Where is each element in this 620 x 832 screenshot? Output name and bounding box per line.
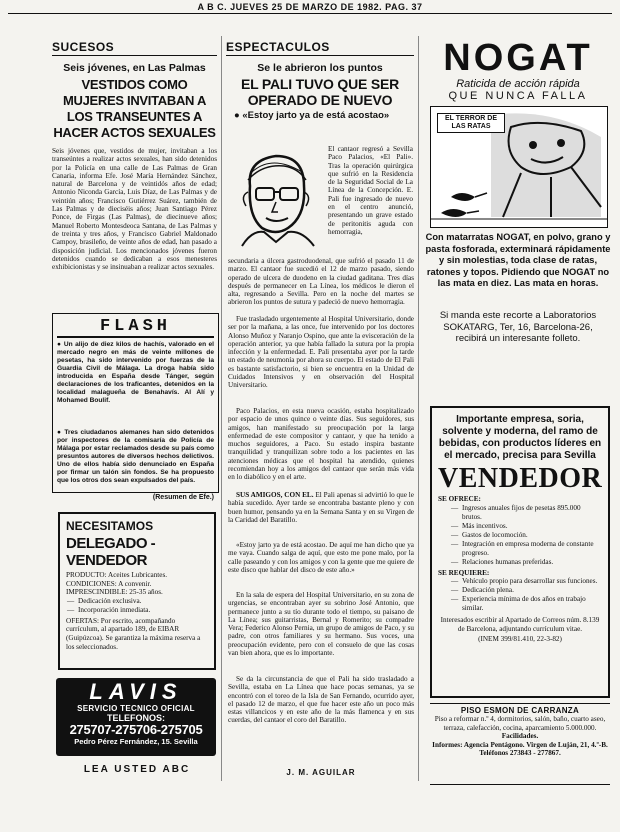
- paragraph-text: El Pali apenas si advirtió lo que le había sucedido. Ayer tarde se encontraba bastante pleno y con buen humor, pensando ya en la Semana Santa y en su Virgen de la Caridad del Baratillo.: [228, 491, 414, 524]
- pull-quote-text: «Estoy jarto ya de está acostao»: [242, 110, 390, 121]
- section-title-sucesos: SUCESOS: [52, 40, 217, 56]
- nogat-offer: Si manda este recorte a Laboratorios SOKATARG, Ter, 16, Barcelona-26, recibirá un interesante folleto.: [439, 310, 597, 344]
- lavis-phone-numbers: 275707-275706-275705: [69, 722, 203, 737]
- piso-body: Piso a reformar n.º 4, dormitorios, salón, baño, cuarto aseo, terraza, calefacción, cocina, aparcamiento 5.000.000.: [434, 715, 606, 732]
- paragraph: secundaria a úlcera gastroduodenal, que sufrió el pasado 11 de marzo. El cantaor fue sucedió el 12 de marzo pasado, siendo operado de ulcera de duodeno en la ciudad gaditana. Tres días después de permanecer en La Línea, los médicos le dieron el alta, regresando a Sevilla. Pero en la noche del martes se abrieron los puntos de sutura y padeció de nuevo hemorragia.: [228, 257, 414, 307]
- byline: J. M. AGUILAR: [286, 768, 356, 777]
- paragraph: Paco Palacios, en esta nueva ocasión, estaba hospitalizado por espacio de unos quince o veinte días. Sus seguidores, sus amigos, han manifestado su preocupación por la larga enfermedad de este compositor y cantaor, y que ha tenido a muchos seguidores, a Paco. Su estado inspira bastante tranquilidad y tranquilizan sobre todo a los pacientes en las atenciones médicas que el hospital ha atendido, quienes recomiendan hoy a los amigos del cantaor que serán más vida en lo diabólico y en el arte.: [228, 407, 414, 482]
- subhead: SUS AMIGOS, CON EL.: [236, 491, 314, 499]
- flash-item-1: [57, 341, 214, 429]
- flash-item-2-text: Tres ciudadanos alemanes han sido detenidos por inspectores de la comisaría de Policía de Málaga por estar reclamados desde su país como presuntos autores de diversos hechos delictivos. Uno de ellos había sido denunciado en España por firmar un talón sin fondos. Se ha propuesto que los otros dos sean expulsados del país.: [57, 429, 214, 484]
- flash-title: FLASH: [57, 317, 214, 338]
- vendedor-ad: [430, 406, 610, 698]
- paragraph: [228, 491, 414, 541]
- necesitamos-label: NECESITAMOS: [66, 519, 154, 533]
- list-item: — Experiencia mínima de dos años en trabajo similar.: [462, 595, 602, 613]
- headline: EL PALI TUVO QUE SER OPERADO DE NUEVO: [240, 76, 400, 108]
- nogat-body: Con matarratas NOGAT, en polvo, grano y pasta fosforada, exterminará rápidamente y sin molestias, toda clase de ratas, ratones y topos. Pidiendo que NOGAT no las mata en diez. Las mata en horas.: [425, 232, 611, 288]
- paragraph: En la sala de espera del Hospital Universitario, en su zona de urgencias, se encontraban ayer su sobrino José Antonio, que permanece junto a su tío durante todo el tiempo, su paisano de La Línea; sus guitarristas, Bernal y Romerito; su compadre Vera; Federico Alonso Pernia, un grupo de amigos de Paco, y su padre, con otros familiares y su hermano. Sus voces, una preocupación evidente, pero con el consuelo de que las cosas van bien ahora, que es lo importante.: [228, 591, 414, 658]
- flash-box: [52, 313, 219, 501]
- list-item: — Dedicación plena.: [462, 586, 602, 595]
- caricature-icon: [232, 146, 322, 250]
- nogat-banner: EL TERROR DE LAS RATAS: [437, 113, 505, 133]
- paragraph: Se da la circunstancia de que el Pali ha sido trasladado a Sevilla, estaba en La Línea que hace pocas semanas, ya se encontró con el toreo de la Isla de San Fernando, ocurrido ayer, el pasado 12 de marzo, el que fue hacer este año un poco más estas villancicos y en este año de la más flamenca y en sus cuerdas, del cantaor el coro del Baratillo.: [228, 675, 414, 725]
- piso-facilidades: Facilidades.: [501, 732, 539, 741]
- lavis-ad: [56, 678, 216, 756]
- vendedor-title: VENDEDOR: [438, 463, 603, 494]
- nogat-slogan-1: Raticida de acción rápida: [456, 78, 580, 90]
- flash-signature: (Resumen de Efe.): [152, 494, 214, 501]
- flash-item-1-text: Un alijo de diez kilos de hachís, valorado en el mercado negro en más de veinte millones de pesetas, ha sido intervenido por fuerzas de la Guardia Civil de Málaga. La droga había sido introducida en España desde Tánger, según declaraciones de los traficantes, detenidos en la localidad malagueña de Benahavís. Al Alí y Mohamed Boulif.: [57, 341, 214, 404]
- lavis-telefonos: TELEFONOS:: [107, 713, 165, 723]
- requiere-label: SE REQUIERE:: [438, 568, 490, 577]
- producto: PRODUCTO: Aceites Lubricantes.: [66, 571, 168, 579]
- kicker: Se le abrieron los puntos: [257, 62, 383, 74]
- list-item: — Ingresos anuales fijos de pesetas 895.000 brutos.: [462, 504, 602, 522]
- column-divider-2: [418, 36, 419, 781]
- ofrece-list: [438, 504, 602, 567]
- lavis-service: SERVICIO TECNICO OFICIAL: [77, 704, 195, 713]
- column-divider-1: [221, 36, 222, 781]
- delegado-ad: [58, 512, 216, 670]
- article-intro: El cantaor regresó a Sevilla Paco Palacios, «El Pali». Tras la operación quirúrgica que sufrió en la Residencia de la Seguridad Social de La Línea de la Concepción. E. Pali fue ingresado de nuevo en el centro anunció, presentando un grave estado de peritonitis aguda con hemorragia,: [328, 145, 413, 236]
- delegado-title: DELEGADO - VENDEDOR: [66, 535, 156, 569]
- paragraph: Fue trasladado urgentemente al Hospital Universitario, donde ser por la mañana, a las once, fue intervenido por los doctores Alonso Muñoz y Naranjo Ospino, que ante la evisceración de la operación anterior, ya que había fallado la sutura por la propia infección y la enfermedad. E. Pali presentaba ayer por la tarde un estado de neumonía por ahora su cuerpo. El estado de El Pali es bastante satisfactorio, si bien se encuentra en la Unidad de Cuidados Intensivos y en observación del Hospital Universitario.: [228, 315, 414, 390]
- list-item: — Integración en empresa moderna de constante progreso.: [462, 540, 602, 558]
- list-item: — Vehículo propio para desarrollar sus funciones.: [462, 577, 602, 586]
- piso-title: PISO ESMON DE CARRANZA: [460, 706, 580, 715]
- header-rule: [8, 13, 612, 14]
- bullet-icon: ●: [57, 341, 64, 348]
- espectaculos-body: [228, 257, 414, 741]
- vendedor-closing: Interesados escribir al Apartado de Correos núm. 8.139 de Barcelona, adjuntando currículum vitae.: [440, 616, 600, 633]
- ofrece-label: SE OFRECE:: [438, 495, 481, 503]
- requiere-list: [438, 577, 602, 613]
- list-item: — Relaciones humanas preferidas.: [462, 558, 602, 567]
- bullet-icon: ●: [234, 110, 240, 121]
- article-body: Seis jóvenes que, vestidos de mujer, invitaban a los transeúntes a realizar actos sexuales, han sido detenidos por la Policía en una calle de Las Palmas de Gran Canaria, informa Efe. José María Hernández Sánchez, natural de Barcelona y de veintidós años de edad; Antonio Niconda García, Luis Díaz, de Las Palmas y de veintiún años; Francisco Gutiérrez Suárez, también de Las Palmas y de dieciséis años; Juan Santiago Pérez Ponce, de Firgas (Las Palmas), de diecinueve años; Manuel Roberto Montesdeoca Santana, de Las Palmas y de treinta y tres años, y Francisco Gabriel Maldonado Campoy, brasileño, de veinte años de edad, han pasado a disposición judicial. Los mencionados jóvenes fueron detenidos cuando se dedicaban a esos menesteres exhibicionistas y se insinuaban a realizar actos sexuales.: [52, 147, 217, 272]
- list-item: — Dedicación exclusiva.: [78, 597, 208, 606]
- nogat-slogan-2: QUE NUNCA FALLA: [448, 90, 588, 102]
- condiciones: CONDICIONES: A convenir.: [66, 579, 152, 588]
- section-title-espectaculos: ESPECTACULOS: [226, 40, 414, 56]
- pull-quote: [226, 110, 414, 121]
- page-header: A B C. JUEVES 25 DE MARZO DE 1982. PAG. 37: [197, 2, 423, 12]
- kicker: Seis jóvenes, en Las Palmas: [63, 62, 206, 74]
- nogat-ad: [424, 38, 612, 345]
- headline: VESTIDOS COMO MUJERES INVITABAN A LOS TRANSEUNTES A HACER ACTOS SEXUALES: [53, 77, 216, 140]
- bullet-icon: ●: [57, 429, 65, 436]
- list-item: — Gastos de locomoción.: [462, 531, 602, 540]
- paragraph: «Estoy jarto ya de está acostao. De aquí me han dicho que ya me vaya. Cuando salga de aquí, que esto me pone malo, por la calle paseando y con los amigos y con la gente que me quiere de este disco que hablar del disco de este año.»: [228, 541, 414, 574]
- imprescindible: IMPRESCINDIBLE: 25-35 años.: [66, 588, 163, 597]
- piso-informes: Informes: Agencia Pentágono. Virgen de Luján, 21, 4.º-B. Teléfonos 273843 - 277867.: [432, 740, 608, 758]
- nogat-illustration: [430, 106, 608, 228]
- lavis-address: Pedro Pérez Fernández, 15. Sevilla: [74, 737, 198, 746]
- list-item: — Incorporación inmediata.: [78, 606, 208, 615]
- piso-ad: [430, 703, 610, 785]
- nogat-logo: NOGAT: [443, 37, 593, 79]
- ofertas: OFERTAS: Por escrito, acompañando currículum, al apartado 189, de EIBAR (Guipúzcoa). Se garantiza la máxima reserva a los seleccionados.: [66, 616, 201, 651]
- portrait-illustration: [232, 146, 322, 250]
- sucesos-article: [52, 40, 217, 329]
- delegado-requirements: [66, 597, 208, 615]
- espectaculos-article: [226, 40, 414, 121]
- lavis-logo: LAVIS: [89, 679, 183, 704]
- vendedor-intro: Importante empresa, soria, solvente y moderna, del ramo de bebidas, con productos líderes en el mercado, precisa para Sevilla: [438, 414, 602, 461]
- vendedor-reference: (INEM 399/81.410, 22-3-82): [478, 635, 562, 644]
- lea-usted-abc: LEA USTED ABC: [83, 764, 191, 775]
- list-item: — Más incentivos.: [462, 522, 602, 531]
- flash-item-2: [57, 429, 214, 493]
